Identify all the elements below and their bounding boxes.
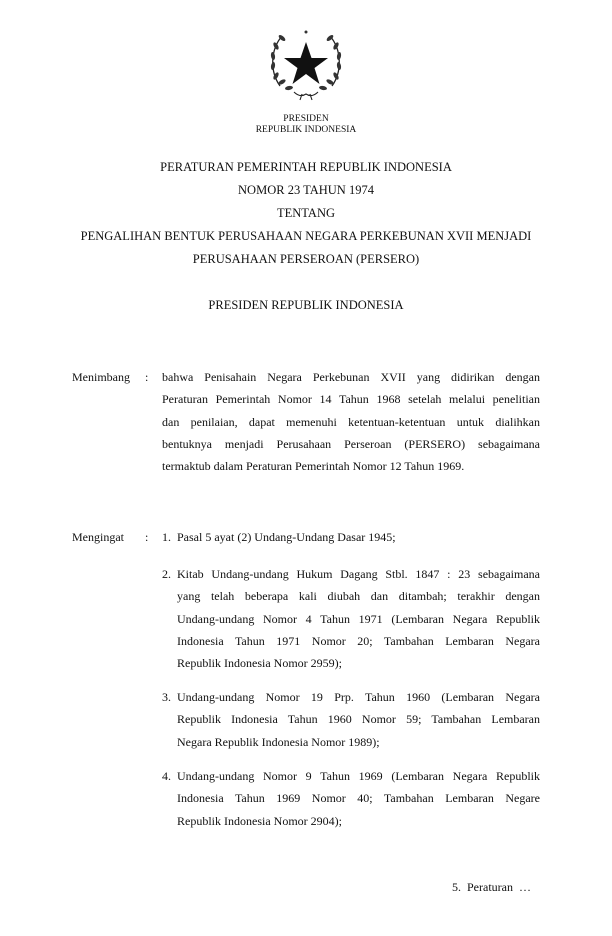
mengingat-item-3 <box>177 686 540 753</box>
page-continuation-marker: 5. Peraturan … <box>452 880 531 894</box>
item-line: Republik Indonesia Nomor 2959); <box>177 656 342 671</box>
regulation-type-title: PERATURAN PEMERINTAH REPUBLIK INDONESIA <box>160 160 452 174</box>
mengingat-colon: : <box>145 530 149 544</box>
menimbang-line: Peraturan Pemerintah Nomor 14 Tahun 1968 setelah melalui penelitian <box>162 392 540 407</box>
issuer-heading: PRESIDEN REPUBLIK INDONESIA <box>208 298 404 312</box>
item-line: Indonesia Tahun 1969 Nomor 40; Tambahan Lembaran Negare <box>177 791 540 806</box>
item-line: yang telah beberapa kali diubah dan ditambah; terakhir dengan <box>177 589 540 604</box>
menimbang-line: bentuknya menjadi Perusahaan Perseroan (PERSERO) sebagaimana <box>162 436 540 451</box>
regulation-number: NOMOR 23 TAHUN 1974 <box>238 183 374 197</box>
office-line-republik: REPUBLIK INDONESIA <box>255 125 357 135</box>
item-line: Indonesia Tahun 1971 Nomor 20; Tambahan Lembaran Negara <box>177 633 540 648</box>
mengingat-item-2 <box>177 563 540 674</box>
item-number: 4. <box>162 769 171 783</box>
mengingat-item-1 <box>177 526 540 548</box>
presidential-emblem-icon <box>266 24 346 110</box>
item-number: 2. <box>162 567 171 581</box>
mengingat-label: Mengingat <box>72 530 124 544</box>
menimbang-line: dan penilaian, dapat memenuhi ketentuan-ketentuan untuk dialihkan <box>162 414 540 429</box>
regulation-subject-line2: PERUSAHAAN PERSEROAN (PERSERO) <box>192 252 420 266</box>
menimbang-colon: : <box>145 370 149 384</box>
menimbang-label: Menimbang <box>72 370 130 384</box>
item-line: Undang-undang Nomor 9 Tahun 1969 (Lembaran Negara Republik <box>177 769 540 783</box>
item-number: 1. <box>162 530 171 544</box>
item-line: Undang-undang Nomor 4 Tahun 1971 (Lembaran Negara Republik <box>177 611 540 626</box>
item-number: 3. <box>162 690 171 704</box>
item-line: Republik Indonesia Nomor 2904); <box>177 813 342 828</box>
regulation-about-label: TENTANG <box>276 206 335 220</box>
item-line: Republik Indonesia Tahun 1960 Nomor 59; Tambahan Lembaran <box>177 712 540 727</box>
menimbang-paragraph <box>162 366 540 477</box>
menimbang-line: termaktub dalam Peraturan Pemerintah Nomor 12 Tahun 1969. <box>162 459 465 474</box>
mengingat-item-4 <box>177 765 540 832</box>
regulation-subject-line1: PENGALIHAN BENTUK PERUSAHAAN NEGARA PERKEBUNAN XVII MENJADI <box>80 229 532 243</box>
item-line: Undang-undang Nomor 19 Prp. Tahun 1960 (Lembaran Negara <box>177 690 540 704</box>
menimbang-line: bahwa Penisahain Negara Perkebunan XVII yang didirikan dengan <box>162 370 540 384</box>
item-line: Kitab Undang-undang Hukum Dagang Stbl. 1847 : 23 sebagaimana <box>177 567 540 581</box>
office-line-presiden: PRESIDEN <box>283 114 329 124</box>
item-line: Negara Republik Indonesia Nomor 1989); <box>177 734 380 749</box>
item-line: Pasal 5 ayat (2) Undang-Undang Dasar 1945; <box>177 530 396 544</box>
